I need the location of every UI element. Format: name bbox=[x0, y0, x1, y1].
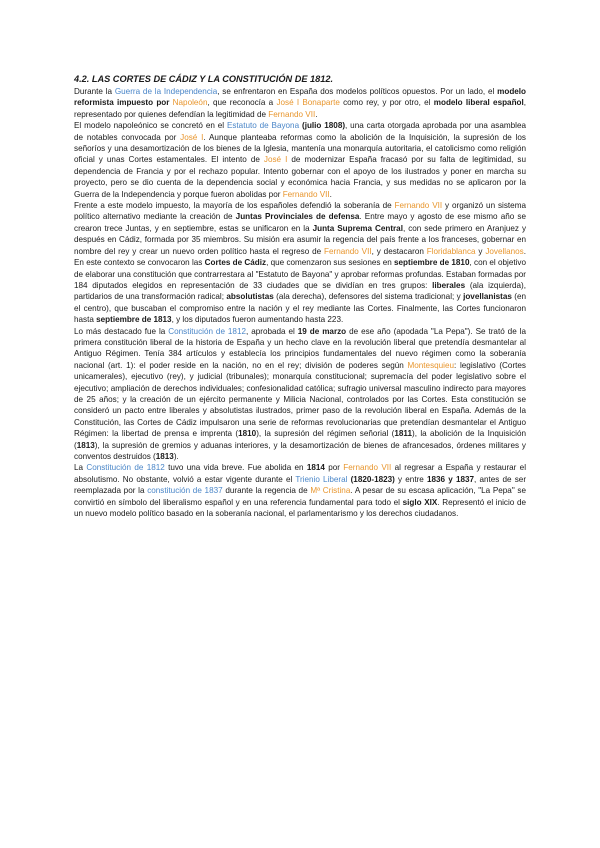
bold-text: modelo liberal español bbox=[433, 98, 524, 108]
hyperlink[interactable]: Guerra de la Independencia bbox=[114, 87, 218, 96]
document-page bbox=[74, 73, 526, 519]
hyperlink[interactable]: Fernando VII bbox=[324, 246, 372, 256]
hyperlink[interactable]: Constitución de 1812 bbox=[86, 463, 165, 473]
paragraph bbox=[74, 462, 526, 519]
bold-text: Junta Suprema Central bbox=[312, 223, 403, 233]
hyperlink[interactable]: Floridablanca bbox=[426, 246, 476, 256]
text-run: Frente a este modelo impuesto, la mayoría de los españoles defendió la soberanía de bbox=[74, 201, 395, 211]
text-run: . En este contexto se convocaron las bbox=[74, 246, 527, 268]
hyperlink[interactable]: Montesquieu bbox=[407, 360, 455, 370]
text-run: El modelo napoleónico se concretó en el bbox=[74, 121, 227, 131]
text-run: , se enfrentaron en España dos modelos políticos opuestos. Por un lado, el bbox=[217, 87, 498, 96]
text-run: (ala izquierda), partidarios de una transformación radical; bbox=[74, 280, 527, 302]
text-run: : legislativo (Cortes unicamerales), ejecutivo (rey), y judicial (tribunales); monarquía constitucional; supremacía del poder legislativo sobre el ejecutivo; ampliación de derechos individuales; confesionalidad católica; sufragio universal masculino indirecto para mayores de 25 años; y la creación de un ejército permanente y Milicia Nacional, controlados por las Cortes. Esta constitución se consideró un pacto entre liberales y absolutistas ilustrados, primer paso de la revolución liberal en España. Además de la Constitución, las Cortes de Cádiz impulsaron una serie de reformas revolucionarias que pretendían desmantelar el Antiguo Régimen: la libertad de prensa e imprenta ( bbox=[74, 360, 526, 439]
text-run: al regresar a España y restaurar el absolutismo. No obstante, volvió a estar vigente durante el bbox=[74, 463, 527, 484]
bold-text: septiembre de 1810 bbox=[394, 258, 470, 268]
text-run: , que comenzaron sus sesiones en bbox=[266, 258, 394, 268]
hyperlink[interactable]: Fernando VII bbox=[268, 109, 316, 119]
text-run: . A pesar de su escasa aplicación, "La Pepa" se convirtió en símbolo del liberalismo español y en una referencia fundamental para todo el bbox=[74, 486, 526, 507]
text-run: , con sede primero en Aranjuez y después en Cádiz, formada por 35 miembros. Su misión era asumir la regencia del país frente a los franceses, gobernar en nombre del rey y crear un nuevo orden político hasta el regreso de bbox=[74, 223, 527, 256]
hyperlink[interactable]: Fernando VII bbox=[394, 201, 443, 211]
text-run: . Entre mayo y agosto de ese mismo año se crearon trece Juntas, y en septiembre, estas se unificaron en la bbox=[74, 212, 526, 233]
text-run: por bbox=[324, 463, 344, 473]
text-run: como rey, y por otro, el bbox=[339, 98, 434, 108]
hyperlink[interactable]: Fernando VII bbox=[343, 463, 392, 473]
paragraph bbox=[74, 86, 526, 120]
bold-text: (1820-1823) bbox=[347, 474, 395, 484]
text-run: durante la regencia de bbox=[222, 486, 311, 496]
hyperlink[interactable]: Mª Cristina bbox=[310, 486, 351, 496]
text-run: , y destacaron bbox=[371, 246, 427, 256]
text-run: . Representó el inicio de un nuevo modelo político basado en la soberanía nacional, el parlamentarismo y los derechos ciudadanos. bbox=[74, 497, 526, 519]
paragraph bbox=[74, 120, 526, 200]
text-run: , una carta otorgada aprobada por una asamblea de notables convocada por bbox=[74, 121, 526, 142]
paragraph bbox=[74, 200, 526, 325]
text-run: (en el centro), que buscaban el compromiso entre la nación y el rey mediante las Cortes. Finalmente, las Cortes funcionaron hasta bbox=[74, 292, 526, 325]
bold-text: absolutistas bbox=[226, 292, 274, 302]
text-run: (ala derecha), defensores del sistema tradicional; y bbox=[273, 292, 464, 302]
bold-text: septiembre de 1813 bbox=[96, 315, 172, 325]
hyperlink[interactable]: Estatuto de Bayona bbox=[226, 121, 300, 131]
document-body bbox=[74, 86, 526, 519]
bold-text: 1813 bbox=[76, 440, 95, 450]
text-run: Lo más destacado fue la bbox=[74, 326, 169, 336]
text-run: , aprobada el bbox=[246, 326, 298, 336]
bold-text: siglo XIX bbox=[402, 497, 438, 507]
hyperlink[interactable]: José I bbox=[180, 132, 204, 142]
text-run: . bbox=[329, 189, 332, 199]
hyperlink[interactable]: Jovellanos bbox=[485, 246, 524, 256]
bold-text: 1810 bbox=[238, 429, 257, 439]
paragraph bbox=[74, 326, 526, 463]
bold-text: 1813 bbox=[155, 452, 174, 461]
bold-text: (julio 1808) bbox=[299, 121, 346, 131]
text-run: y organizó un sistema político alternativo mediante la creación de bbox=[74, 201, 526, 222]
bold-text: jovellanistas bbox=[463, 292, 512, 302]
bold-text: 1836 y 1837 bbox=[427, 474, 475, 484]
hyperlink[interactable]: José I Bonaparte bbox=[276, 98, 340, 108]
text-run: y entre bbox=[394, 474, 427, 484]
text-run: , que reconocía a bbox=[207, 98, 277, 108]
text-run: Durante la bbox=[74, 87, 115, 96]
text-run: ). bbox=[173, 452, 179, 461]
text-run: tuvo una vida breve. Fue abolida en bbox=[164, 463, 307, 473]
section-title: 4.2. LAS CORTES DE CÁDIZ Y LA CONSTITUCIÓN DE 1812. bbox=[74, 74, 334, 84]
text-run: , representado por quienes defendían la legitimidad de bbox=[74, 98, 527, 119]
text-run: , con el objetivo de elaborar una constitución que contrarrestara al "Estatuto de Bayona" y aprobar reformas profundas. Estaban formadas por 184 diputados elegidos en representación de 33 ciudades que se dividían en tres grupos: bbox=[74, 258, 527, 290]
bold-text: Cortes de Cádiz bbox=[204, 258, 267, 268]
text-run: . bbox=[315, 109, 318, 119]
bold-text: 1811 bbox=[394, 429, 412, 439]
hyperlink[interactable]: constitución de 1837 bbox=[147, 486, 223, 496]
text-run: ), la abolición de la Inquisición ( bbox=[74, 429, 527, 450]
hyperlink[interactable]: Constitución de 1812 bbox=[168, 326, 246, 336]
text-run: de ese año (apodada "La Pepa"). Se trató de la primera constitución liberal de la historia de España y un hecho clave en la revolución liberal que pretendía desmantelar al Antiguo Régimen. Tenía 384 artículos y establecía los principios fundamentales del nuevo régimen como la soberanía nacional (art. 1): el poder reside en la nación, no en el rey; división de poderes según bbox=[74, 326, 526, 370]
text-run: , antes de ser reemplazada por la bbox=[74, 474, 527, 496]
hyperlink[interactable]: Trienio Liberal bbox=[295, 474, 348, 484]
text-run: La bbox=[74, 463, 87, 473]
hyperlink[interactable]: Fernando VII bbox=[282, 189, 330, 199]
text-run: . Aunque planteaba reformas como la abolición de la Inquisición, la supresión de los señoríos y una desamortización de los bienes de la Iglesia, mantenía una monarquía autoritaria, el catolicismo como religión oficial y unas Cortes estamentales. El intento de bbox=[74, 132, 526, 165]
text-run: de modernizar España fracasó por su falta de legitimidad, su dependencia de Francia y por el rechazo popular. Intento gobernar con el apoyo de los ilustrados y poner en marcha su proyecto, pero se dio cuenta de la dependencia social y económica hacia Francia, y sus medidas no se aplicaron por la Guerra de la Independencia y porque fueron abolidas por bbox=[74, 155, 526, 199]
hyperlink[interactable]: Napoleón bbox=[172, 98, 208, 108]
bold-text: modelo reformista impuesto por bbox=[74, 87, 527, 108]
bold-text: 19 de marzo bbox=[297, 326, 347, 336]
text-run: ), la supresión de gremios y aduanas interiores, y la desamortización de bienes de afrancesados, órdenes militares y conventos destruidos ( bbox=[74, 440, 526, 461]
text-run: y bbox=[475, 246, 486, 256]
bold-text: liberales bbox=[432, 280, 466, 290]
text-run: , y los diputados fueron aumentando hasta 223. bbox=[171, 315, 344, 325]
hyperlink[interactable]: José I bbox=[263, 155, 288, 165]
bold-text: Juntas Provinciales de defensa bbox=[235, 212, 360, 222]
text-run: ), la supresión del régimen señorial ( bbox=[256, 429, 395, 439]
bold-text: 1814 bbox=[306, 463, 325, 473]
